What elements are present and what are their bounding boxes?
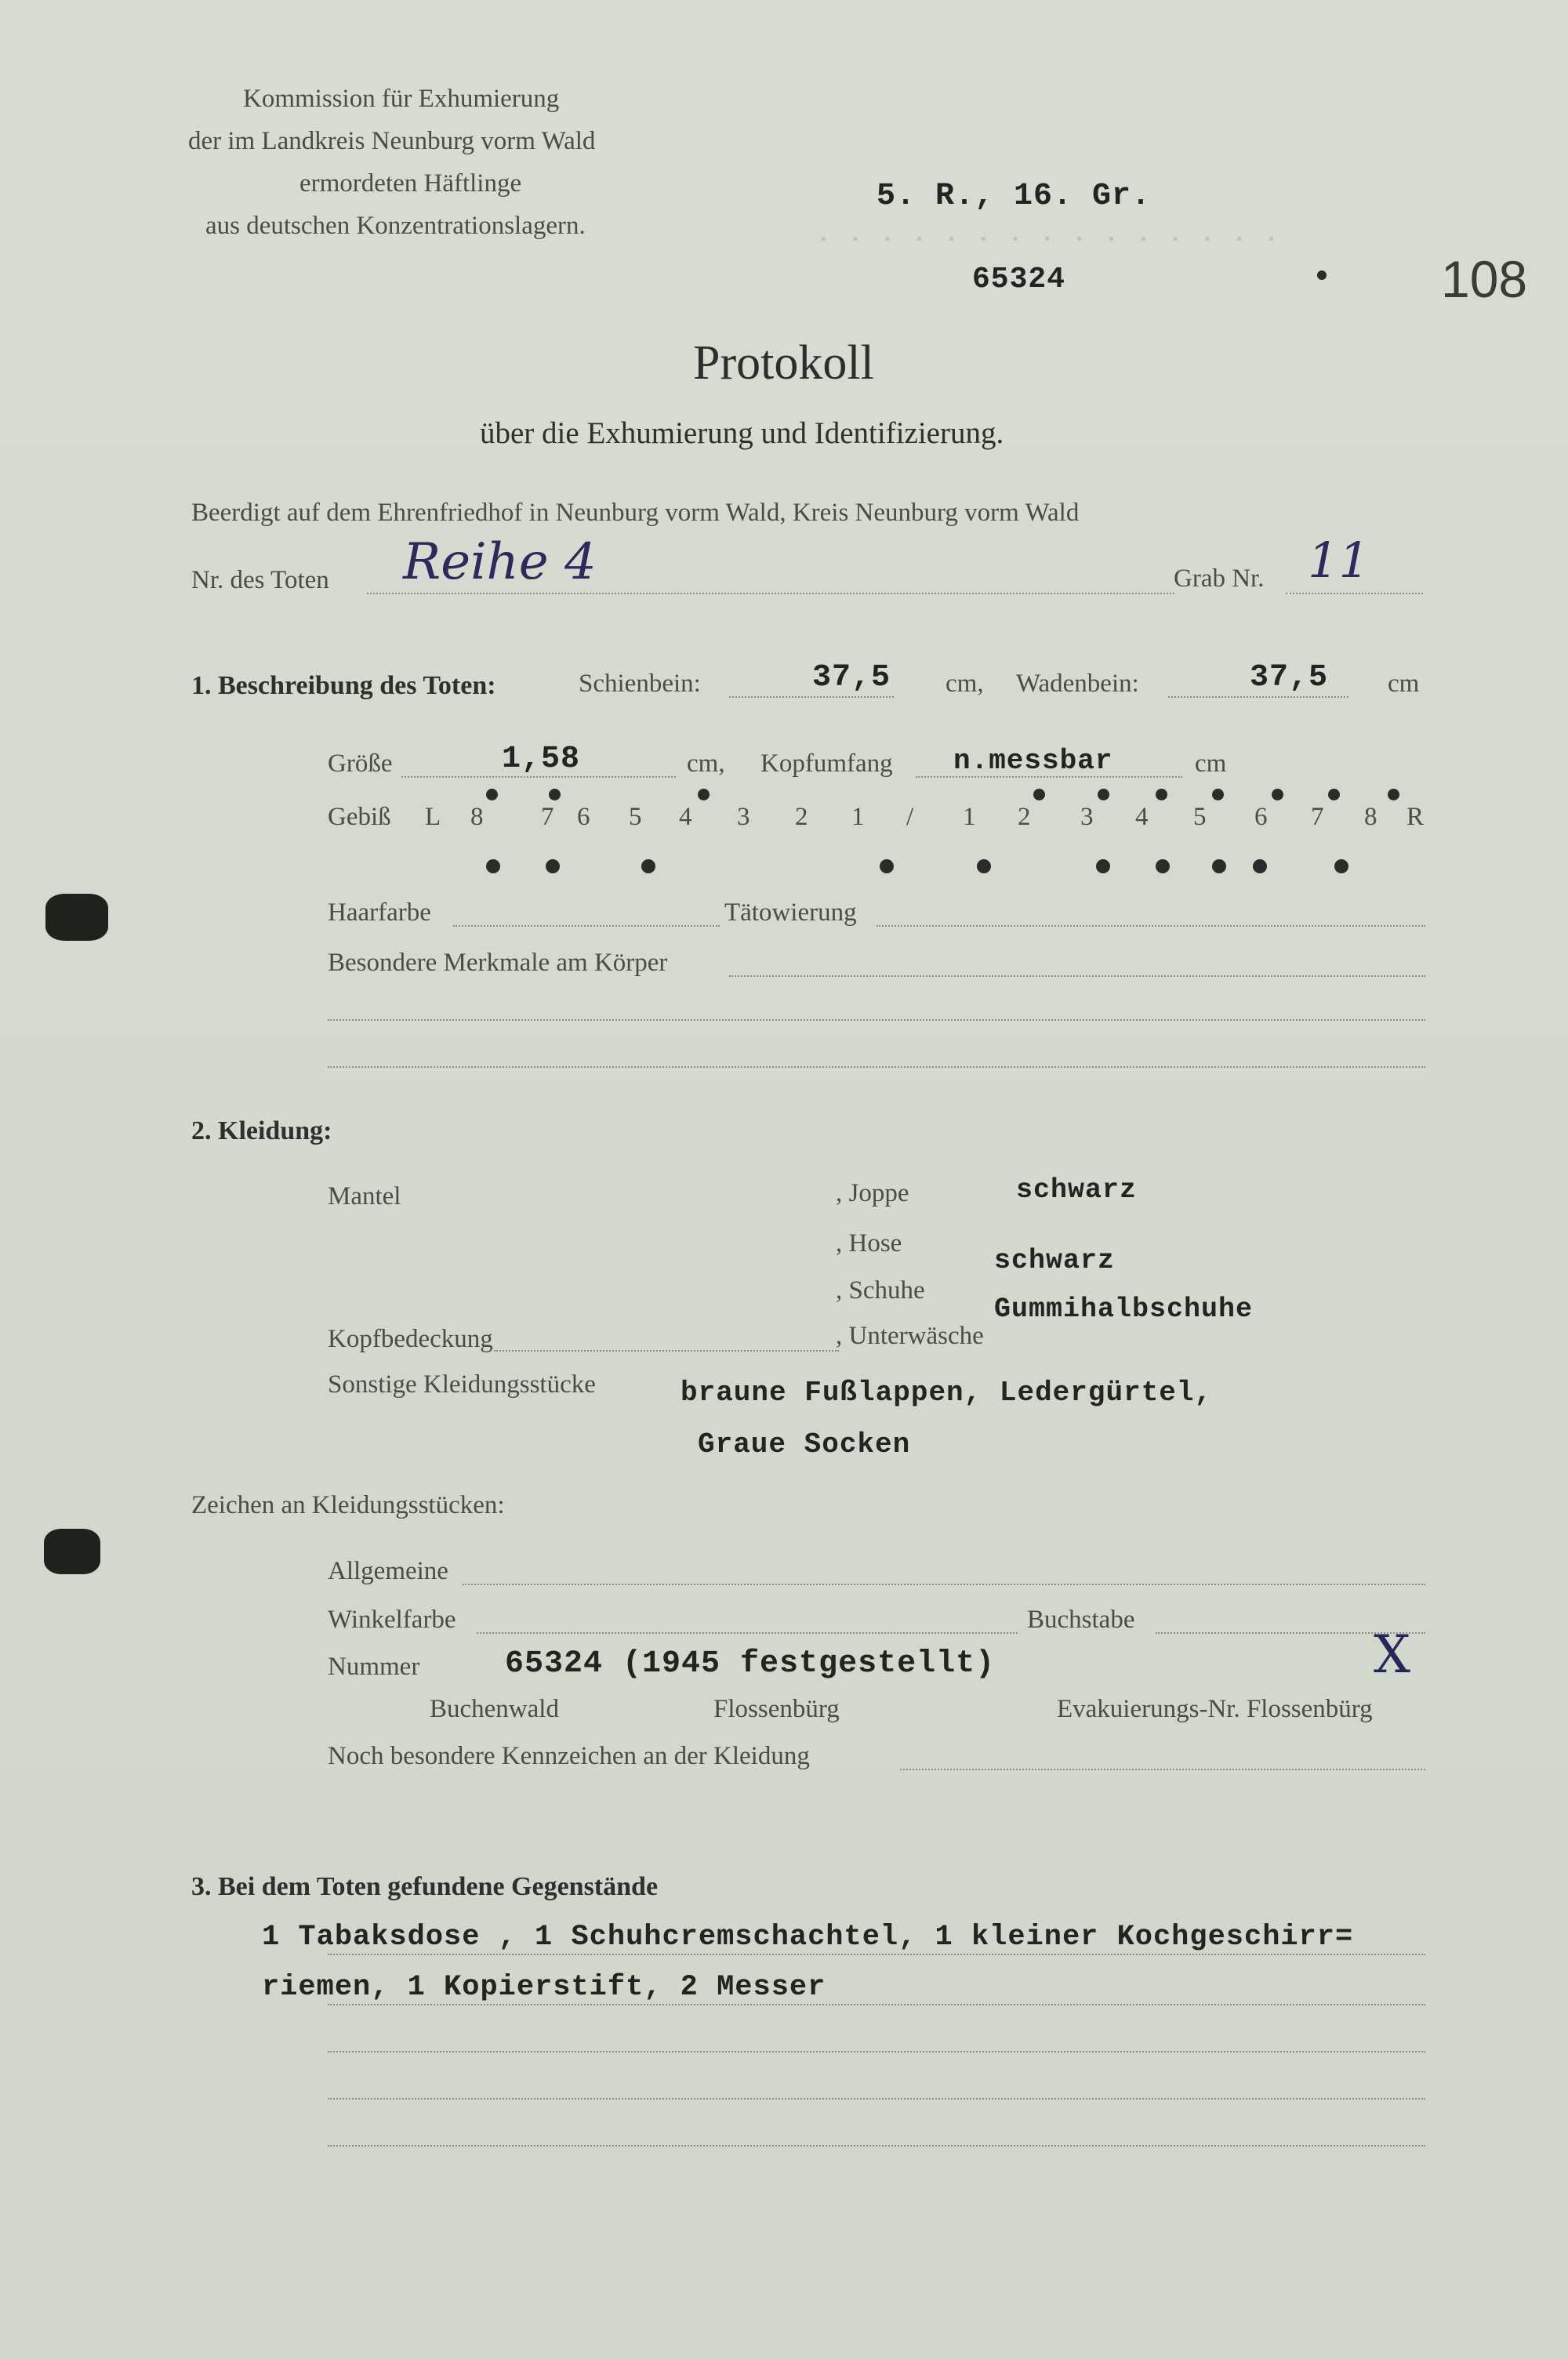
hair-dotline xyxy=(453,925,720,927)
shoes-label: , Schuhe xyxy=(836,1276,925,1305)
tooth-mark-lower xyxy=(546,859,560,873)
commission-line-4: aus deutschen Konzentrationslagern. xyxy=(205,212,586,240)
tooth-number: 7 xyxy=(1311,803,1324,831)
shoes-value: Gummihalbschuhe xyxy=(994,1294,1254,1325)
special-marks-dotline-3 xyxy=(328,1066,1425,1068)
tooth-number: / xyxy=(906,803,914,831)
bleed-through-text: . . . . . . . . . . . . . . . xyxy=(815,220,1279,249)
calf-dotline xyxy=(1168,696,1348,698)
jacket-value: schwarz xyxy=(1016,1174,1138,1206)
punch-hole-top xyxy=(45,894,108,941)
special-marks-dotline-2 xyxy=(328,1019,1425,1021)
tooth-mark-lower xyxy=(1253,859,1267,873)
head-circumference-unit: cm xyxy=(1195,749,1227,778)
buchenwald-label: Buchenwald xyxy=(430,1695,559,1723)
tooth-number: 2 xyxy=(795,803,808,831)
tooth-number: 1 xyxy=(963,803,976,831)
number-value: 65324 (1945 festgestellt) xyxy=(505,1646,996,1682)
page-title: Protokoll xyxy=(693,336,874,390)
special-marks-dotline-1 xyxy=(729,975,1425,977)
tooth-number: 4 xyxy=(679,803,692,831)
page-subtitle: über die Exhumierung und Identifizierung. xyxy=(480,416,1004,450)
tooth-mark-lower xyxy=(880,859,894,873)
other-clothing-value-1: braune Fußlappen, Ledergürtel, xyxy=(681,1377,1213,1409)
dead-number-label: Nr. des Toten xyxy=(191,566,329,594)
calf-value: 37,5 xyxy=(1250,660,1329,695)
other-clothing-label: Sonstige Kleidungsstücke xyxy=(328,1370,596,1399)
tooth-mark-upper xyxy=(486,789,498,800)
tooth-mark-upper xyxy=(698,789,710,800)
dead-number-value: Reihe 4 xyxy=(403,533,597,591)
tooth-number: 1 xyxy=(851,803,865,831)
evacuation-number-label: Evakuierungs-Nr. Flossenbürg xyxy=(1057,1695,1373,1723)
tooth-mark-upper xyxy=(549,789,561,800)
head-circumference-label: Kopfumfang xyxy=(760,749,893,778)
general-label: Allgemeine xyxy=(328,1557,448,1585)
tooth-number: 6 xyxy=(1254,803,1268,831)
triangle-color-label: Winkelfarbe xyxy=(328,1606,456,1634)
jacket-label: , Joppe xyxy=(836,1179,909,1207)
tooth-number: 8 xyxy=(470,803,484,831)
more-marks-label: Noch besondere Kennzeichen an der Kleidung xyxy=(328,1742,810,1770)
head-circumference-value: n.messbar xyxy=(953,745,1113,777)
headwear-dotline xyxy=(494,1350,839,1352)
tooth-number: 5 xyxy=(629,803,642,831)
tooth-number: 4 xyxy=(1135,803,1149,831)
coat-label: Mantel xyxy=(328,1182,401,1210)
commission-line-1: Kommission für Exhumierung xyxy=(243,85,560,113)
found-items-line-1: 1 Tabaksdose , 1 Schuhcremschachtel, 1 kleiner Kochgeschirr= xyxy=(262,1921,1354,1954)
trousers-value: schwarz xyxy=(994,1245,1116,1276)
prisoner-number-header: 65324 xyxy=(972,263,1066,296)
found-items-dotline-1 xyxy=(328,1954,1425,1955)
height-unit: cm, xyxy=(687,749,725,778)
found-items-dotline-5 xyxy=(328,2145,1425,2147)
found-items-dotline-4 xyxy=(328,2098,1425,2100)
shinbone-label: Schienbein: xyxy=(579,670,701,698)
tooth-mark-upper xyxy=(1156,789,1167,800)
row-group-number: 5. R., 16. Gr. xyxy=(877,179,1152,214)
tooth-mark-lower xyxy=(1334,859,1348,873)
tooth-number: 5 xyxy=(1193,803,1207,831)
tooth-mark-lower xyxy=(1212,859,1226,873)
burial-location: Beerdigt auf dem Ehrenfriedhof in Neunburg vorm Wald, Kreis Neunburg vorm Wald xyxy=(191,499,1080,527)
number-label: Nummer xyxy=(328,1653,420,1681)
tooth-mark-upper xyxy=(1212,789,1224,800)
section1-heading: 1. Beschreibung des Toten: xyxy=(191,671,496,700)
tooth-number: 7 xyxy=(541,803,554,831)
found-items-line-2: riemen, 1 Kopierstift, 2 Messer xyxy=(262,1971,826,2004)
punch-hole-bottom xyxy=(44,1529,100,1574)
height-label: Größe xyxy=(328,749,393,778)
page-number: 108 xyxy=(1441,250,1528,308)
grave-number-dotline xyxy=(1286,593,1423,594)
shinbone-unit: cm, xyxy=(946,670,984,698)
hair-color-label: Haarfarbe xyxy=(328,898,431,927)
headwear-label: Kopfbedeckung xyxy=(328,1325,493,1353)
tooth-number: 3 xyxy=(1080,803,1094,831)
tooth-number: 8 xyxy=(1364,803,1377,831)
section2-heading: 2. Kleidung: xyxy=(191,1116,332,1145)
tooth-mark-upper xyxy=(1098,789,1109,800)
letter-label: Buchstabe xyxy=(1027,1606,1135,1634)
tooth-mark-upper xyxy=(1388,789,1399,800)
tooth-mark-lower xyxy=(977,859,991,873)
tooth-number: 3 xyxy=(737,803,750,831)
teeth-left-marker: L xyxy=(425,803,441,831)
tattoo-dotline xyxy=(877,925,1425,927)
tooth-number: 6 xyxy=(577,803,590,831)
tooth-number: 2 xyxy=(1018,803,1031,831)
found-items-dotline-3 xyxy=(328,2051,1425,2052)
tooth-mark-upper xyxy=(1328,789,1340,800)
shinbone-value: 37,5 xyxy=(812,660,891,695)
tooth-mark-upper xyxy=(1272,789,1283,800)
height-value: 1,58 xyxy=(502,742,581,777)
tooth-mark-lower xyxy=(1096,859,1110,873)
section3-heading: 3. Bei dem Toten gefundene Gegenstände xyxy=(191,1872,659,1901)
header-dot xyxy=(1317,270,1327,280)
cross-mark: X xyxy=(1374,1624,1410,1685)
grave-number-value: 11 xyxy=(1308,532,1370,589)
shinbone-dotline xyxy=(729,696,894,698)
dead-number-dotline xyxy=(367,593,1174,594)
tooth-mark-upper xyxy=(1033,789,1045,800)
tattoo-label: Tätowierung xyxy=(724,898,857,927)
tooth-mark-lower xyxy=(486,859,500,873)
teeth-right-marker: R xyxy=(1406,803,1425,831)
other-clothing-value-2: Graue Socken xyxy=(698,1428,911,1461)
flossenburg-label: Flossenbürg xyxy=(713,1695,840,1723)
commission-line-3: ermordeten Häftlinge xyxy=(299,169,522,198)
calf-unit: cm xyxy=(1388,670,1420,698)
tooth-mark-lower xyxy=(641,859,655,873)
underwear-label: , Unterwäsche xyxy=(836,1322,984,1350)
general-dotline xyxy=(463,1584,1425,1585)
special-marks-label: Besondere Merkmale am Körper xyxy=(328,949,668,977)
more-marks-dotline xyxy=(900,1769,1425,1770)
tooth-mark-lower xyxy=(1156,859,1170,873)
trousers-label: , Hose xyxy=(836,1229,902,1258)
teeth-label: Gebiß xyxy=(328,803,391,831)
grave-number-label: Grab Nr. xyxy=(1174,564,1265,593)
calf-label: Wadenbein: xyxy=(1016,670,1139,698)
found-items-dotline-2 xyxy=(328,2004,1425,2005)
triangle-color-dotline xyxy=(477,1632,1018,1634)
commission-line-2: der im Landkreis Neunburg vorm Wald xyxy=(188,127,596,155)
clothing-marks-heading: Zeichen an Kleidungsstücken: xyxy=(191,1491,505,1519)
